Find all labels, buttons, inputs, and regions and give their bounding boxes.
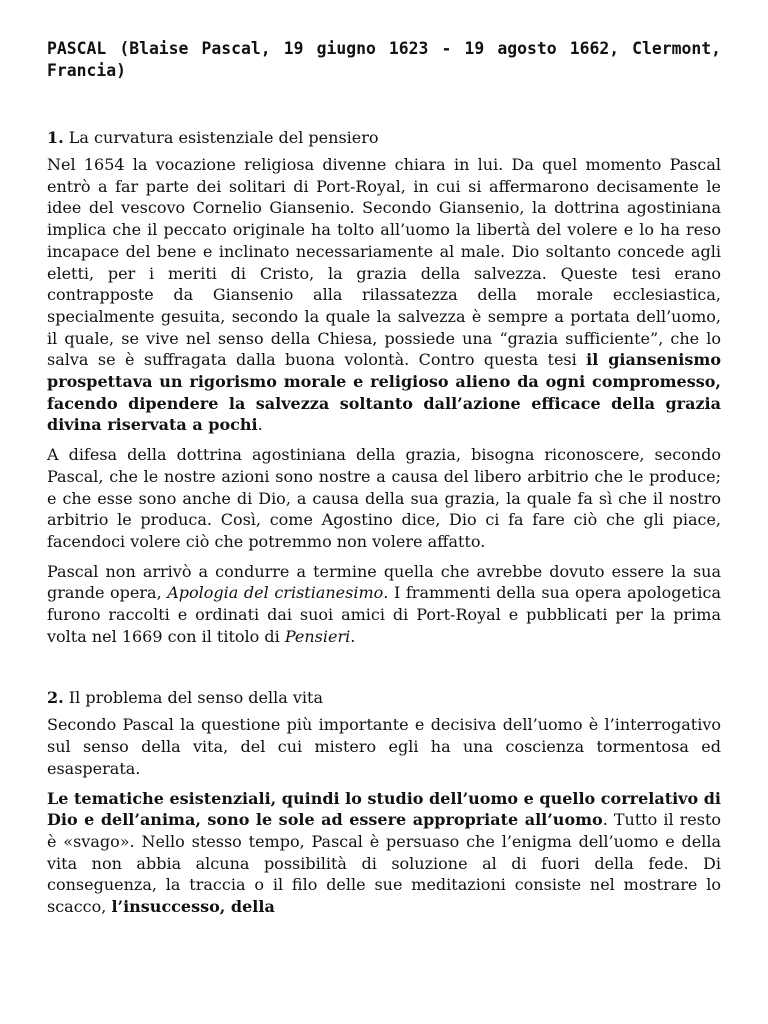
section-2-paragraph-2-bold-end: l’insuccesso, della [111, 897, 275, 917]
apologia-title: Apologia del cristianesimo [167, 583, 384, 603]
section-1-number: 1. [47, 128, 64, 147]
section-1-paragraph-1-bold: il giansenismo prospettava un rigorismo morale e religioso alieno da ogni compromesso, facendo dipendere la salvezza soltanto dall’azione efficace della grazia divina riservata a pochi [47, 350, 721, 435]
section-1-paragraph-3-end: . [350, 626, 356, 646]
section-1-paragraph-1-text: Nel 1654 la vocazione religiosa divenne chiara in lui. Da quel momento Pascal entrò a far parte dei solitari di Port-Royal, in cui si affermarono decisamente le idee del vescovo Cornelio Giansenio. Secondo Giansenio, la dottrina agostiniana implica che il peccato originale ha tolto all’uomo la libertà del volere e lo ha reso incapace del bene e inclinato necessariamente al male. Dio soltanto concede agli eletti, per i meriti di Cristo, la grazia della salvezza. Queste tesi erano contrapposte da Giansenio alla rilassatezza della morale ecclesiastica, specialmente gesuita, secondo la quale la salvezza è sempre a portata dell’uomo, il quale, se vive nel senso della Chiesa, possiede una “grazia sufficiente”, che lo salva se è suffragata dalla buona volontà. Contro questa tesi [47, 155, 721, 370]
section-2-number: 2. [47, 688, 64, 708]
section-2-paragraph-2-text: . Tutto il resto è «svago». Nello stesso tempo, Pascal è persuaso che l’enigma dell’uomo e della vita non abbia alcuna possibilità di soluzione al di fuori della fede. Di conseguenza, la traccia o il filo delle sue meditazioni consiste nel mostrare lo scacco, [47, 810, 722, 917]
section-1-paragraph-3-mid: . I frammenti della sua opera apologetica furono raccolti e ordinati dai suoi amici di Port-Royal e pubblicati per la prima volta nel 1669 con il titolo di [47, 583, 722, 646]
document-title: PASCAL (Blaise Pascal, 19 giugno 1623 - 19 agosto 1662, Clermont, Francia) [47, 39, 721, 80]
document-page [47, 38, 721, 926]
section-1-heading [47, 127, 721, 148]
section-1-paragraph-3-start: Pascal non arrivò a condurre a termine quella che avrebbe dovuto essere la sua grande opera, [47, 561, 721, 603]
section-2-paragraph-2 [47, 788, 721, 918]
section-1-paragraph-1-end: . [257, 415, 263, 435]
pensieri-title: Pensieri [284, 626, 351, 646]
section-1-title: La curvatura esistenziale del pensiero [68, 128, 379, 147]
section-2-paragraph-1: Secondo Pascal la questione più importante e decisiva dell’uomo è l’interrogativo sul senso della vita, del cui mistero egli ha una coscienza tormentosa ed esasperata. [47, 715, 721, 778]
section-1-paragraph-3 [47, 561, 721, 648]
section-1-paragraph-1 [47, 154, 721, 436]
section-2-paragraph-2-bold: Le tematiche esistenziali, quindi lo studio dell’uomo e quello correlativo di Dio e dell’anima, sono le sole ad essere appropriate all’uomo [47, 788, 721, 830]
section-1-paragraph-2: A difesa della dottrina agostiniana della grazia, bisogna riconoscere, secondo Pascal, che le nostre azioni sono nostre a causa del libero arbitrio che le produce; e che esse sono anche di Dio, a causa della sua grazia, la quale fa sì che il nostro arbitrio le produca. Così, come Agostino dice, Dio ci fa fare ciò che gli piace, facendoci volere ciò che potremmo non volere affatto. [47, 445, 721, 551]
section-2-heading [47, 687, 721, 708]
section-2-title: Il problema del senso della vita [68, 688, 323, 708]
